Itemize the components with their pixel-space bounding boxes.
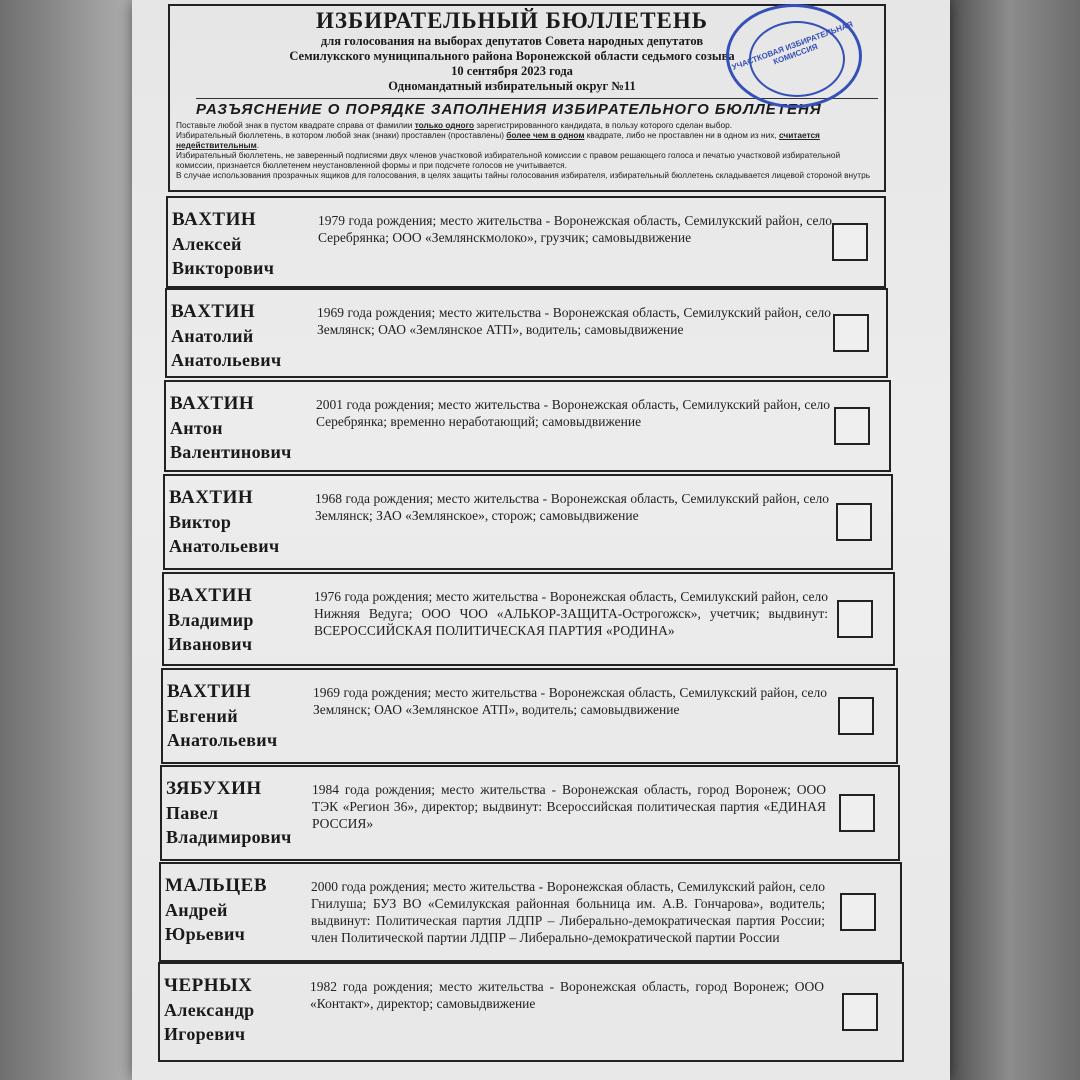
explanation-title: РАЗЪЯСНЕНИЕ О ПОРЯДКЕ ЗАПОЛНЕНИЯ ИЗБИРАТЕЛЬНОГО БЮЛЛЕТЕНЯ <box>196 98 878 118</box>
explanation-paragraph-4: В случае использования прозрачных ящиков для голосования, в целях защиты тайны голосования избирателя, избирательный бюллетень складывается лицевой стороной внутрь <box>176 170 871 180</box>
ballot-date: 10 сентября 2023 года <box>451 64 573 78</box>
background-right <box>940 0 1080 1080</box>
explanation-p1-c: зарегистрированного кандидата, в пользу которого сделан выбор. <box>474 120 733 130</box>
explanation-p2-c: квадрате, либо не проставлен ни в одном из них, <box>584 130 779 140</box>
candidate-first: Виктор <box>169 512 232 532</box>
candidate-info: 1969 года рождения; место жительства - Воронежская область, Семилукский район, село Землянск; ОАО «Землянское АТП», водитель; самовыдвижение <box>317 305 831 337</box>
candidate-surname: ВАХТИН <box>167 681 252 702</box>
candidate-name <box>171 300 311 372</box>
candidate-name <box>172 208 312 280</box>
candidate-info: 1979 года рождения; место жительства - Воронежская область, Семилукский район, село Серебрянка; ООО «Землянскмолоко», грузчик; самовыдвижение <box>318 213 832 245</box>
explanation-text <box>176 120 878 180</box>
candidate-info: 2001 года рождения; место жительства - Воронежская область, Семилукский район, село Серебрянка; временно неработающий; самовыдвижение <box>316 397 830 429</box>
candidate-patronymic: Иванович <box>168 634 253 654</box>
candidate-info: 1968 года рождения; место жительства - Воронежская область, Семилукский район, село Землянск; ЗАО «Землянское», сторож; самовыдвижение <box>315 491 829 523</box>
candidate-row <box>161 668 898 764</box>
candidate-info: 1976 года рождения; место жительства - Воронежская область, Семилукский район, село Нижняя Ведуга; ООО ЧОО «АЛЬКОР-ЗАЩИТА-Острогожск», учетчик; выдвинут: ВСЕРОССИЙСКАЯ ПОЛИТИЧЕСКАЯ ПАРТИЯ «РОДИНА» <box>314 589 828 638</box>
vote-checkbox[interactable] <box>837 600 873 638</box>
candidate-first: Алексей <box>172 234 242 254</box>
candidate-first: Александр <box>164 1000 255 1020</box>
background-left <box>0 0 140 1080</box>
candidate-surname: ВАХТИН <box>168 585 253 606</box>
candidate-info: 1969 года рождения; место жительства - Воронежская область, Семилукский район, село Землянск; ОАО «Землянское АТП», водитель; самовыдвижение <box>313 685 827 717</box>
candidate-patronymic: Анатольевич <box>167 730 278 750</box>
candidate-surname: ЗЯБУХИН <box>166 778 262 799</box>
explanation-paragraph-3: Избирательный бюллетень, не заверенный подписями двух членов участковой избирательной комиссии с правом решающего голоса и печатью участковой избирательной комиссии, признается бюллетенем неустановленной формы и при подсчете голосов не учитывается. <box>176 150 841 170</box>
candidate-row <box>159 862 902 962</box>
candidate-name <box>168 584 308 656</box>
vote-checkbox[interactable] <box>838 697 874 735</box>
candidate-row <box>163 474 893 570</box>
candidate-first: Антон <box>170 418 223 438</box>
candidate-row <box>160 765 900 861</box>
explanation-p2-b: более чем в одном <box>506 130 585 140</box>
vote-checkbox[interactable] <box>832 223 868 261</box>
candidate-patronymic: Анатольевич <box>169 536 280 556</box>
candidate-first: Владимир <box>168 610 254 630</box>
candidate-patronymic: Игоревич <box>164 1024 246 1044</box>
vote-checkbox[interactable] <box>834 407 870 445</box>
candidate-patronymic: Анатольевич <box>171 350 282 370</box>
ballot-subtitle-2: Семилукского муниципального района Воронежской области седьмого созыва <box>289 49 735 63</box>
explanation-p1-a: Поставьте любой знак в пустом квадрате справа от фамилии <box>176 120 415 130</box>
candidate-surname: МАЛЬЦЕВ <box>165 875 267 896</box>
candidate-info: 2000 года рождения; место жительства - Воронежская область, Семилукский район, село Гнилуша; БУЗ ВО «Семилукская районная больница им. А.В. Гончарова», водитель; выдвинут: Политическая партия ЛДПР – Либерально-демократическая партия России; член Политической партии ЛДПР – Либерально-демократической партии России <box>311 879 825 945</box>
candidate-surname: ВАХТИН <box>169 487 254 508</box>
candidate-first: Андрей <box>165 900 228 920</box>
candidate-row <box>162 572 895 666</box>
candidate-patronymic: Юрьевич <box>165 924 246 944</box>
candidate-name <box>165 874 305 946</box>
candidate-row <box>165 288 888 378</box>
candidate-patronymic: Владимирович <box>166 827 292 847</box>
candidate-patronymic: Валентинович <box>170 442 292 462</box>
candidate-surname: ВАХТИН <box>172 209 257 230</box>
candidate-name <box>169 486 309 558</box>
candidate-info: 1982 года рождения; место жительства - Воронежская область, город Воронеж; ООО «Контакт», директор; самовыдвижение <box>310 979 824 1011</box>
explanation-p1-b: только одного <box>414 120 475 130</box>
candidate-surname: ВАХТИН <box>170 393 255 414</box>
ballot-district: Одномандатный избирательный округ №11 <box>388 79 636 93</box>
vote-checkbox[interactable] <box>839 794 875 832</box>
candidate-info: 1984 года рождения; место жительства - Воронежская область, город Воронеж; ООО ТЭК «Регион 36», директор; выдвинут: Всероссийская политическая партия «ЕДИНАЯ РОССИЯ» <box>312 782 826 831</box>
candidate-first: Евгений <box>167 706 238 726</box>
candidate-name <box>164 974 304 1046</box>
vote-checkbox[interactable] <box>836 503 872 541</box>
candidate-row <box>158 962 904 1062</box>
explanation-paragraph-2 <box>176 130 878 150</box>
ballot-title: ИЗБИРАТЕЛЬНЫЙ БЮЛЛЕТЕНЬ <box>315 8 708 33</box>
explanation-p2-e: . <box>256 140 260 150</box>
candidate-row <box>164 380 891 472</box>
vote-checkbox[interactable] <box>833 314 869 352</box>
stamp-text: УЧАСТКОВАЯ ИЗБИРАТЕЛЬНАЯ КОМИССИЯ <box>730 19 855 72</box>
vote-checkbox[interactable] <box>842 993 878 1031</box>
explanation-p2-d: считается недействительным <box>176 130 820 150</box>
commission-stamp <box>726 4 862 108</box>
candidate-patronymic: Викторович <box>172 258 275 278</box>
candidate-name <box>170 392 310 464</box>
candidate-surname: ВАХТИН <box>171 301 256 322</box>
candidate-name <box>167 680 307 752</box>
candidate-row <box>166 196 886 288</box>
candidate-surname: ЧЕРНЫХ <box>164 975 253 996</box>
ballot-subtitle-1: для голосования на выборах депутатов Совета народных депутатов <box>320 34 704 48</box>
explanation-paragraph-1 <box>176 120 878 130</box>
candidate-name <box>166 777 306 849</box>
candidate-first: Анатолий <box>171 326 254 346</box>
candidate-first: Павел <box>166 803 219 823</box>
explanation-p2-a: Избирательный бюллетень, в котором любой знак (знаки) проставлен (проставлены) <box>176 130 507 140</box>
vote-checkbox[interactable] <box>840 893 876 931</box>
